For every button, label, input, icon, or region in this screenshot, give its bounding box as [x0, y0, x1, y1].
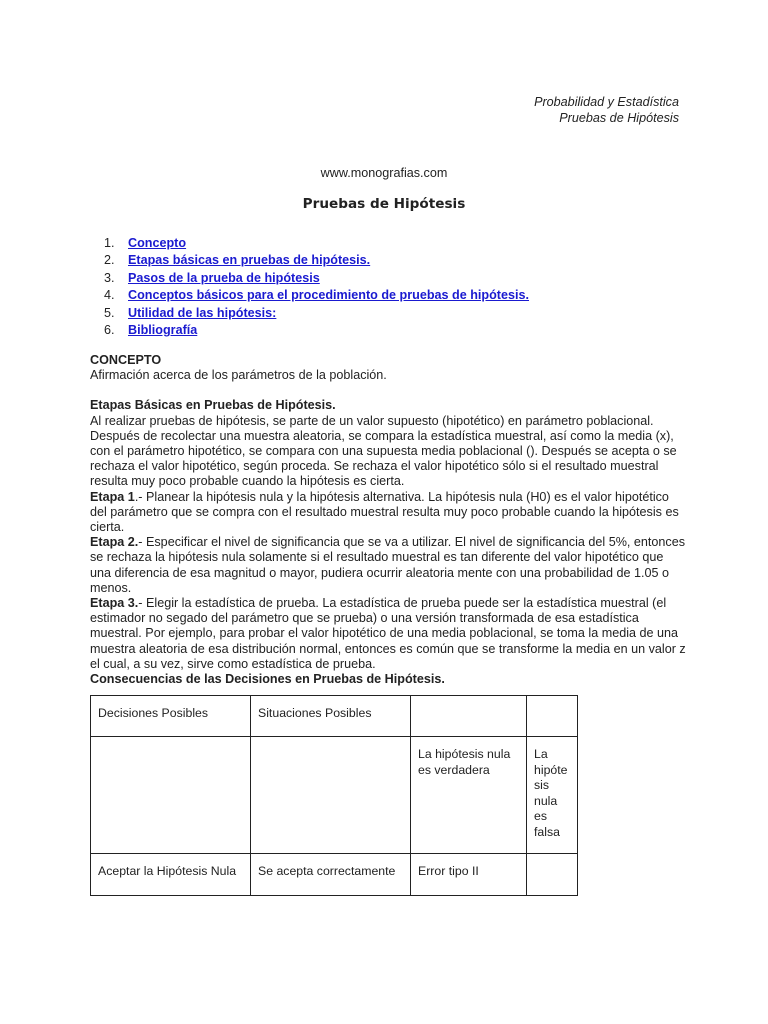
table-cell: La hipóte sis nula es falsa [527, 737, 578, 854]
table-row [91, 696, 578, 737]
table-cell: Situaciones Posibles [251, 696, 411, 737]
etapa-2-text: - Especificar el nivel de significancia que se va a utilizar. El nivel de significancia del 5%, entonces se rechaza la hipótesis nula solamente si el resultado muestral es tan diferente del valor hipotético que una diferencia de esa magnitud o mayor, pudiera ocurrir aleatoria mente con una probabilidad de 1.05 o menos. [90, 535, 686, 595]
concepto-text: Afirmación acerca de los parámetros de la población. [90, 368, 387, 383]
table-cell [251, 737, 411, 854]
table-of-contents [104, 235, 529, 339]
consecuencias-heading: Consecuencias de las Decisiones en Pruebas de Hipótesis. [90, 672, 445, 687]
table-cell [91, 737, 251, 854]
toc-number: 1. [104, 236, 115, 250]
toc-number: 5. [104, 305, 115, 320]
etapa-3-label: Etapa 3. [90, 596, 139, 611]
toc-item [104, 322, 529, 339]
toc-link-utilidad[interactable]: Utilidad de las hipótesis: [128, 305, 277, 320]
decisions-table [90, 695, 578, 896]
table-cell: Aceptar la Hipótesis Nula [91, 854, 251, 896]
toc-link-etapas[interactable]: Etapas básicas en pruebas de hipótesis. [128, 253, 371, 268]
etapas-intro: Al realizar pruebas de hipótesis, se parte de un valor supuesto (hipotético) en parámetro poblacional. Después de recolectar una muestra aleatoria, se compara la estadística muestral, así como la media (x), con el parámetro hipotético, se compara con una supuesta media poblacional (). Después se acepta o se rechaza el valor hipotético, según proceda. Se rechaza el valor hipotético sólo si el resultado muestral resulta muy poco probable cuando la hipótesis es cierta. [90, 413, 677, 489]
etapa-3 [90, 596, 686, 672]
toc-link-conceptos[interactable]: Conceptos básicos para el procedimiento de pruebas de hipótesis. [128, 288, 530, 303]
table-cell [411, 696, 527, 737]
toc-number: 3. [104, 270, 115, 285]
concepto-heading: CONCEPTO [90, 353, 162, 367]
header-topic: Pruebas de Hipótesis [559, 111, 679, 125]
toc-item [104, 287, 529, 304]
table-cell: Error tipo II [411, 854, 527, 896]
toc-number: 4. [104, 288, 115, 303]
etapa-3-text: - Elegir la estadística de prueba. La estadística de prueba puede ser la estadística muestral (el estimador no segado del parámetro que se prueba) o una versión transformada de esa estadística muestral. Por ejemplo, para probar el valor hipotético de una media poblacional, se toma la media de una muestra aleatoria de esa distribución normal, entonces es común que se transforme la media en un valor z el cual, a su vez, sirve como estadística de prueba. [90, 596, 686, 671]
etapas-heading: Etapas Básicas en Pruebas de Hipótesis. [90, 398, 336, 413]
site-url: www.monografias.com [320, 166, 448, 180]
etapa-2 [90, 535, 686, 596]
table-row [91, 854, 578, 896]
toc-link-pasos[interactable]: Pasos de la prueba de hipótesis [128, 270, 320, 285]
table-cell [527, 696, 578, 737]
table-cell: Se acepta correctamente [251, 854, 411, 896]
toc-item [104, 235, 529, 252]
etapa-2-label: Etapa 2. [90, 535, 139, 550]
toc-link-concepto[interactable]: Concepto [128, 236, 187, 250]
table-cell: Decisiones Posibles [91, 696, 251, 737]
toc-number: 2. [104, 253, 115, 268]
body-text [90, 353, 686, 687]
table-cell: La hipótesis nula es verdadera [411, 737, 527, 854]
toc-item [104, 252, 529, 269]
etapa-1-text: .- Planear la hipótesis nula y la hipótesis alternativa. La hipótesis nula (H0) es el valor hipotético del parámetro que se compra con el resultado muestral resulta muy poco probable cuando la hipótesis es cierta. [90, 489, 679, 535]
table-row [91, 737, 578, 854]
etapa-1 [90, 490, 686, 536]
table-cell [527, 854, 578, 896]
toc-item [104, 270, 529, 287]
toc-number: 6. [104, 323, 115, 338]
toc-item [104, 305, 529, 322]
etapa-1-label: Etapa 1 [90, 489, 135, 504]
running-header [534, 94, 679, 126]
toc-link-bibliografia[interactable]: Bibliografía [128, 323, 198, 338]
header-course: Probabilidad y Estadística [534, 95, 679, 109]
page-title: Pruebas de Hipótesis [302, 196, 466, 212]
